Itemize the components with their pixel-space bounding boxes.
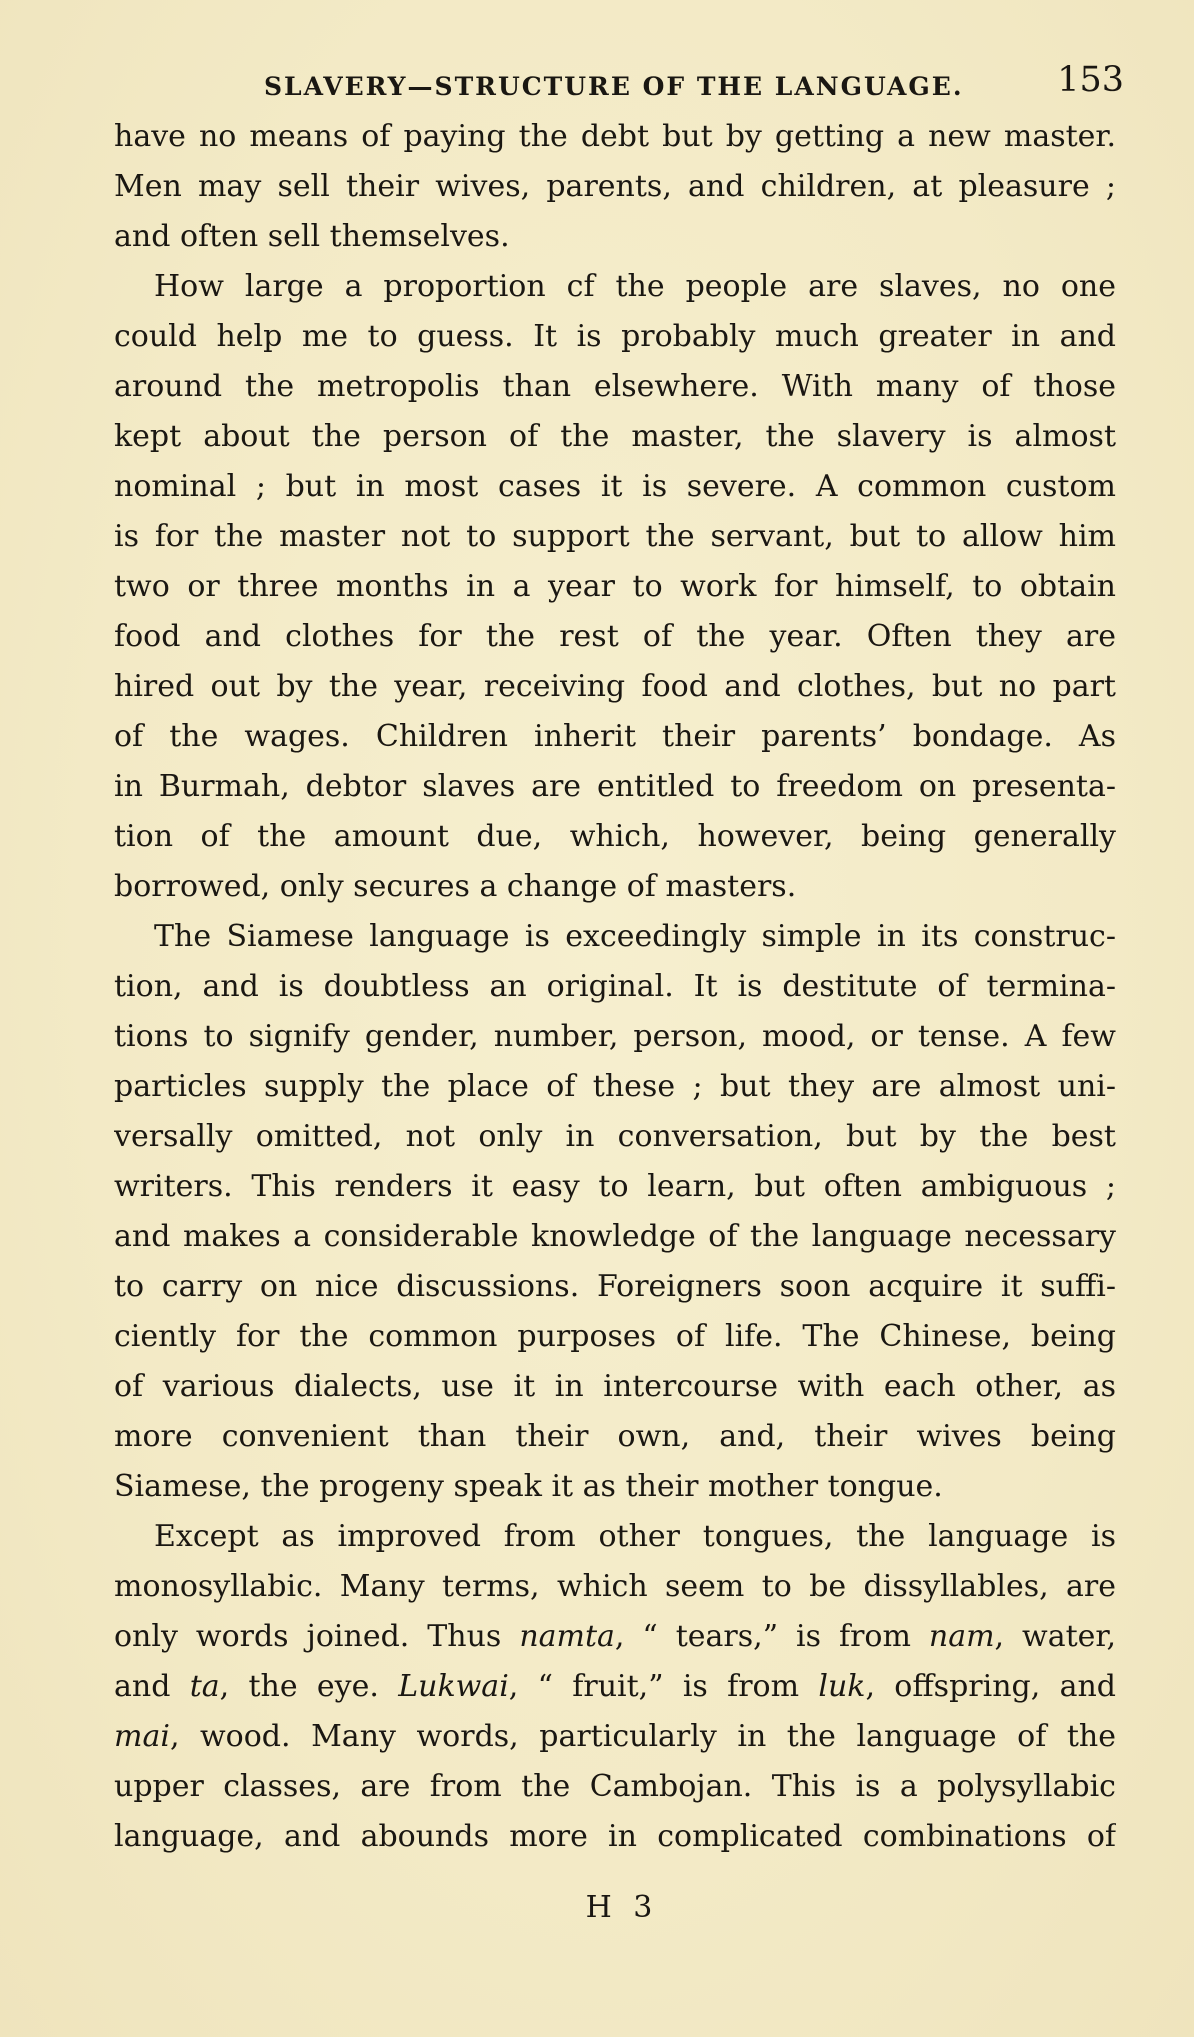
page-number: 153 bbox=[1057, 60, 1124, 100]
text-run: , wood. Many words, particularly in the language of the bbox=[169, 1719, 1116, 1754]
text-line: Except as improved from other tongues, the language is bbox=[154, 1519, 1116, 1554]
text-line: in Burmah, debtor slaves are entitled to freedom on presenta- bbox=[114, 769, 1116, 804]
italic-term: mai bbox=[114, 1719, 170, 1754]
body-text bbox=[114, 112, 1116, 1862]
italic-term: Lukwai bbox=[398, 1669, 509, 1704]
text-line: food and clothes for the rest of the year. Often they are bbox=[114, 619, 1116, 654]
text-line: hired out by the year, receiving food and clothes, but no part bbox=[114, 669, 1116, 704]
text-line: nominal ; but in most cases it is severe. A common custom bbox=[114, 469, 1116, 504]
text-run: , “ fruit,” is from bbox=[508, 1669, 819, 1704]
text-line: of various dialects, use it in intercourse with each other, as bbox=[114, 1369, 1116, 1404]
text-line: and often sell themselves. bbox=[114, 219, 510, 254]
text-line: of the wages. Children inherit their parents’ bondage. As bbox=[114, 719, 1116, 754]
text-line: around the metropolis than elsewhere. With many of those bbox=[114, 369, 1116, 404]
text-line: tions to signify gender, number, person, mood, or tense. A few bbox=[114, 1019, 1116, 1054]
text-line: ciently for the common purposes of life. The Chinese, being bbox=[114, 1319, 1116, 1354]
text-line bbox=[114, 1662, 1116, 1712]
text-line: have no means of paying the debt but by getting a new master. bbox=[114, 119, 1116, 154]
text-line: tion, and is doubtless an original. It is destitute of termina- bbox=[114, 969, 1116, 1004]
text-run: , “ tears,” is from bbox=[614, 1619, 929, 1654]
text-line: Men may sell their wives, parents, and children, at pleasure ; bbox=[114, 169, 1116, 204]
text-line: The Siamese language is exceedingly simple in its construc- bbox=[154, 919, 1116, 954]
text-run: only words joined. Thus bbox=[114, 1619, 520, 1654]
text-run: , offspring, and bbox=[865, 1669, 1116, 1704]
text-line: language, and abounds more in complicated combinations of bbox=[114, 1819, 1116, 1854]
text-line: could help me to guess. It is probably much greater in and bbox=[114, 319, 1116, 354]
text-run: , the eye. bbox=[219, 1669, 399, 1704]
text-line: How large a proportion cf the people are slaves, no one bbox=[154, 269, 1116, 304]
text-line bbox=[114, 1712, 1116, 1762]
text-line: borrowed, only secures a change of masters. bbox=[114, 869, 797, 904]
text-line: and makes a considerable knowledge of the language necessary bbox=[114, 1219, 1116, 1254]
text-line: Siamese, the progeny speak it as their mother tongue. bbox=[114, 1469, 943, 1504]
page-header bbox=[114, 60, 1124, 104]
text-line: more convenient than their own, and, their wives being bbox=[114, 1419, 1116, 1454]
text-line: particles supply the place of these ; but they are almost uni- bbox=[114, 1069, 1116, 1104]
text-run: , water, bbox=[994, 1619, 1116, 1654]
signature-mark: H 3 bbox=[585, 1890, 659, 1925]
italic-term: luk bbox=[818, 1669, 866, 1704]
text-line: to carry on nice discussions. Foreigners soon acquire it suffi- bbox=[114, 1269, 1116, 1304]
text-line: writers. This renders it easy to learn, but often ambiguous ; bbox=[114, 1169, 1116, 1204]
text-line: upper classes, are from the Cambojan. This is a polysyllabic bbox=[114, 1769, 1116, 1804]
text-line bbox=[114, 1612, 1116, 1662]
italic-term: namta bbox=[519, 1619, 615, 1654]
text-line: is for the master not to support the servant, but to allow him bbox=[114, 519, 1116, 554]
text-line: versally omitted, not only in conversation, but by the best bbox=[114, 1119, 1116, 1154]
running-head: SLAVERY—STRUCTURE OF THE LANGUAGE. bbox=[264, 72, 964, 101]
text-line: two or three months in a year to work for himself, to obtain bbox=[114, 569, 1116, 604]
italic-term: ta bbox=[189, 1669, 220, 1704]
italic-term: nam bbox=[928, 1619, 995, 1654]
text-line: kept about the person of the master, the slavery is almost bbox=[114, 419, 1116, 454]
text-line: tion of the amount due, which, however, being generally bbox=[114, 819, 1116, 854]
text-line: monosyllabic. Many terms, which seem to be dissyllables, are bbox=[114, 1569, 1116, 1604]
text-run: and bbox=[114, 1669, 190, 1704]
